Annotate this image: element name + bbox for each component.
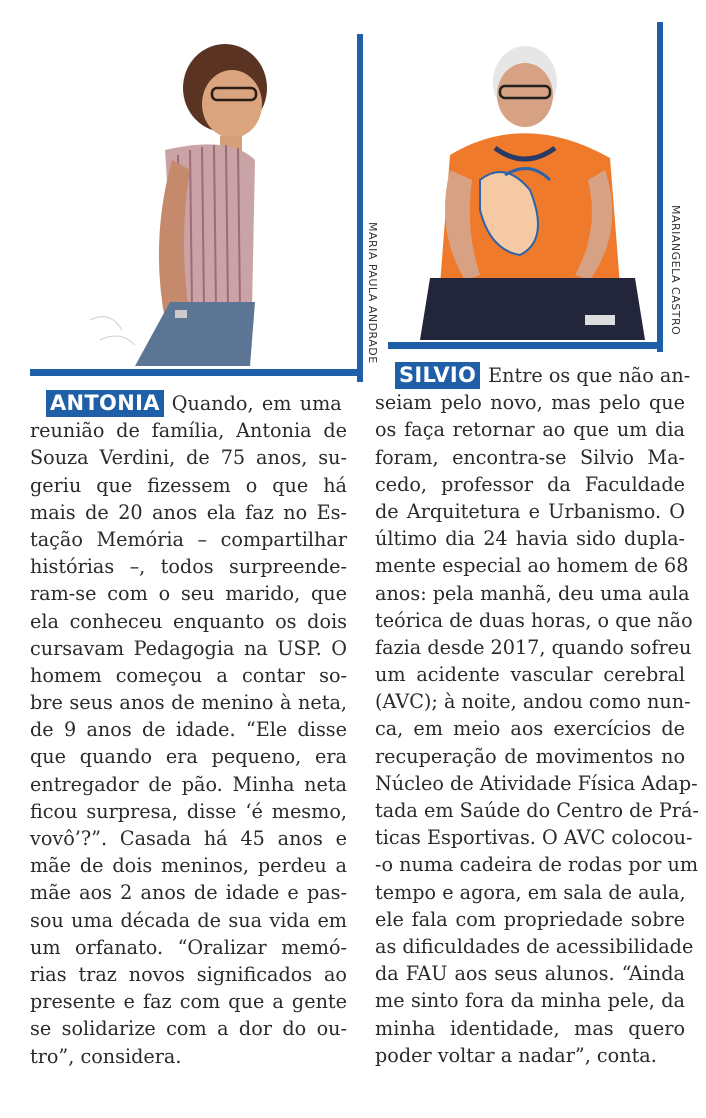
- text-line: da FAU aos seus alunos. “Ainda: [375, 962, 685, 986]
- text-line: os faça retornar ao que um dia: [375, 418, 685, 442]
- silvio-name-badge: SILVIO: [395, 362, 480, 389]
- right-photo-credit: MARIANGELA CASTRO: [669, 205, 682, 336]
- antonia-name-badge: ANTONIA: [46, 390, 164, 417]
- text-line: de 9 anos de idade. “Ele disse: [30, 718, 347, 742]
- text-line: entregador de pão. Minha neta: [30, 772, 347, 796]
- text-line: Souza Verdini, de 75 anos, su-: [30, 446, 347, 470]
- antonia-photo: [80, 40, 350, 366]
- text-line: foram, encontra-se Silvio Ma-: [375, 445, 685, 469]
- text-line: me sinto fora da minha pele, da: [375, 989, 685, 1013]
- text-line: minha identidade, mas quero: [375, 1016, 685, 1040]
- antonia-first-line-text: Quando, em uma: [171, 392, 342, 415]
- text-line: poder voltar a nadar”, conta.: [375, 1043, 657, 1067]
- text-line: -o numa cadeira de rodas por um: [375, 853, 699, 877]
- text-line: as dificuldades de acessibilidade: [375, 934, 694, 958]
- text-line: ela conheceu enquanto os dois: [30, 609, 347, 633]
- text-line: rias traz novos significados ao: [30, 962, 347, 986]
- text-line: cedo, professor da Faculdade: [375, 472, 685, 496]
- text-line: tada em Saúde do Centro de Prá-: [375, 799, 699, 822]
- text-line: geriu que fizessem o que há: [30, 473, 347, 497]
- text-line: tempo e agora, em sala de aula,: [375, 880, 686, 904]
- text-line: (AVC); à noite, andou como nun-: [375, 690, 691, 714]
- silvio-first-line: [375, 362, 691, 389]
- text-line: um acidente vascular cerebral: [375, 663, 685, 687]
- text-line: seiam pelo novo, mas pelo que: [375, 391, 685, 415]
- text-line: reunião de família, Antonia de: [30, 419, 347, 443]
- text-line: Núcleo de Atividade Física Adap-: [375, 771, 698, 795]
- text-line: mãe aos 2 anos de idade e pas-: [30, 881, 347, 905]
- text-line: ram-se com o seu marido, que: [30, 582, 347, 606]
- left-photo-frame-horizontal: [30, 369, 363, 376]
- text-line: último dia 24 havia sido dupla-: [375, 527, 685, 551]
- text-line: que quando era pequeno, era: [30, 745, 347, 769]
- text-line: tro”, considera.: [30, 1044, 182, 1068]
- antonia-first-line: [30, 390, 347, 417]
- text-line: ca, em meio aos exercícios de: [375, 717, 685, 741]
- text-line: ticas Esportivas. O AVC colocou-: [375, 826, 693, 850]
- text-line: teórica de duas horas, o que não: [375, 608, 693, 632]
- text-line: ele fala com propriedade sobre: [375, 907, 685, 931]
- text-line: mais de 20 anos ela faz no Es-: [30, 500, 347, 524]
- text-line: ficou surpresa, disse ‘é mesmo,: [30, 799, 347, 823]
- text-line: fazia desde 2017, quando sofreu: [375, 635, 692, 659]
- silvio-first-line-text: Entre os que não an-: [488, 364, 691, 387]
- silvio-photo: [410, 40, 655, 340]
- text-line: um orfanato. “Oralizar memó-: [30, 935, 347, 959]
- left-photo-frame-vertical: [357, 34, 363, 382]
- text-line: cursavam Pedagogia na USP. O: [30, 636, 347, 660]
- text-line: se solidarize com a dor do ou-: [30, 1017, 347, 1041]
- right-photo-frame-horizontal: [388, 342, 663, 349]
- text-line: sou uma década de sua vida em: [30, 908, 347, 932]
- text-line: presente e faz com que a gente: [30, 990, 347, 1014]
- text-line: homem começou a contar so-: [30, 663, 347, 687]
- text-line: anos: pela manhã, deu uma aula: [375, 581, 690, 605]
- left-photo-credit: MARIA PAULA ANDRADE: [366, 222, 379, 364]
- text-line: tação Memória – compartilhar: [30, 527, 347, 551]
- text-line: mãe de dois meninos, perdeu a: [30, 854, 347, 878]
- text-line: histórias –, todos surpreende-: [30, 555, 347, 579]
- silvio-article: [375, 362, 699, 1069]
- right-photo-frame-vertical: [657, 22, 663, 352]
- text-line: mente especial ao homem de 68: [375, 554, 689, 578]
- text-line: vovô’?”. Casada há 45 anos e: [30, 827, 347, 850]
- text-line: recuperação de movimentos no: [375, 744, 685, 768]
- text-line: de Arquitetura e Urbanismo. O: [375, 499, 685, 523]
- antonia-article: [30, 390, 347, 1070]
- text-line: bre seus anos de menino à neta,: [30, 691, 347, 715]
